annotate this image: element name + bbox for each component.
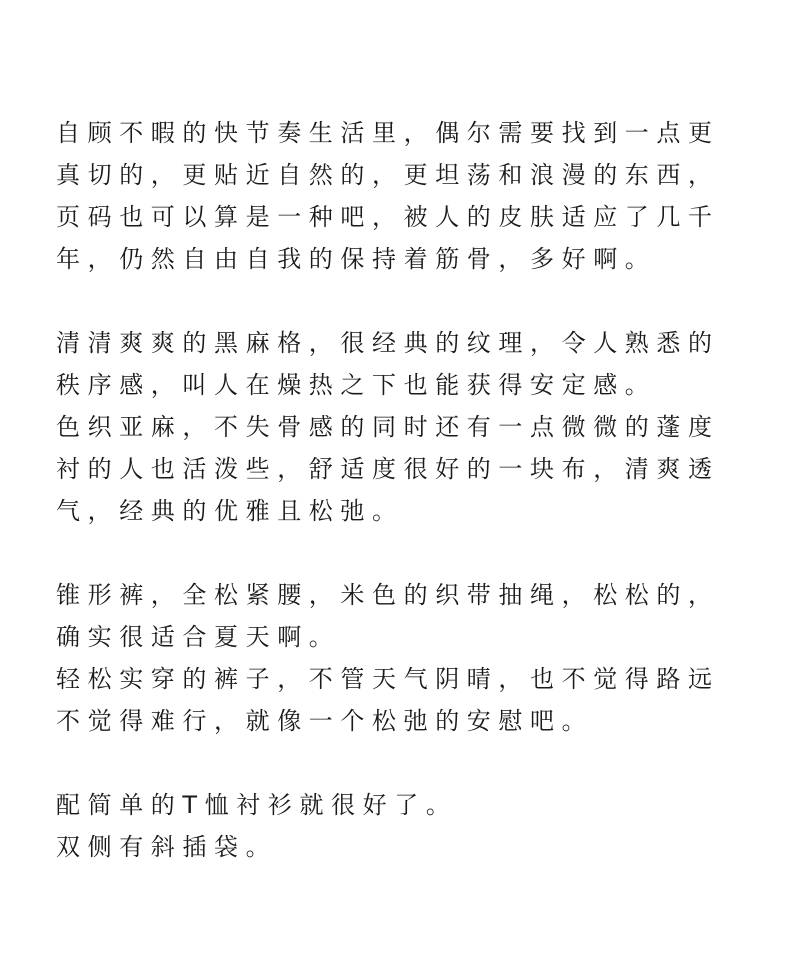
paragraph-fit — [56, 574, 756, 742]
text-line: 清清爽爽的黑麻格，很经典的纹理，令人熟悉的 — [56, 329, 720, 357]
paragraph-styling — [56, 784, 756, 868]
paragraph-intro — [56, 112, 756, 280]
text-line: 真切的，更贴近自然的，更坦荡和浪漫的东西， — [56, 161, 720, 189]
text-line: 自顾不暇的快节奏生活里，偶尔需要找到一点更 — [56, 119, 720, 147]
text-line: 轻松实穿的裤子，不管天气阴晴，也不觉得路远 — [56, 665, 720, 693]
text-line: 气，经典的优雅且松弛。 — [56, 497, 404, 525]
text-line: 不觉得难行，就像一个松弛的安慰吧。 — [56, 707, 594, 735]
paragraph-spacer — [56, 280, 756, 322]
text-line: 页码也可以算是一种吧，被人的皮肤适应了几千 — [56, 203, 720, 231]
text-line: 色织亚麻，不失骨感的同时还有一点微微的蓬度 — [56, 413, 720, 441]
paragraph-spacer — [56, 742, 756, 784]
paragraph-fabric — [56, 322, 756, 532]
paragraph-spacer — [56, 532, 756, 574]
text-line: 秩序感，叫人在燥热之下也能获得安定感。 — [56, 371, 657, 399]
text-line: 锥形裤，全松紧腰，米色的织带抽绳，松松的， — [56, 581, 720, 609]
text-line: 配简单的T恤衬衫就很好了。 — [56, 791, 458, 819]
text-line: 衬的人也活泼些，舒适度很好的一块布，清爽透 — [56, 455, 720, 483]
text-line: 双侧有斜插袋。 — [56, 833, 278, 861]
text-line: 年，仍然自由自我的保持着筋骨，多好啊。 — [56, 245, 657, 273]
product-description — [56, 112, 756, 868]
text-line: 确实很适合夏天啊。 — [56, 623, 341, 651]
